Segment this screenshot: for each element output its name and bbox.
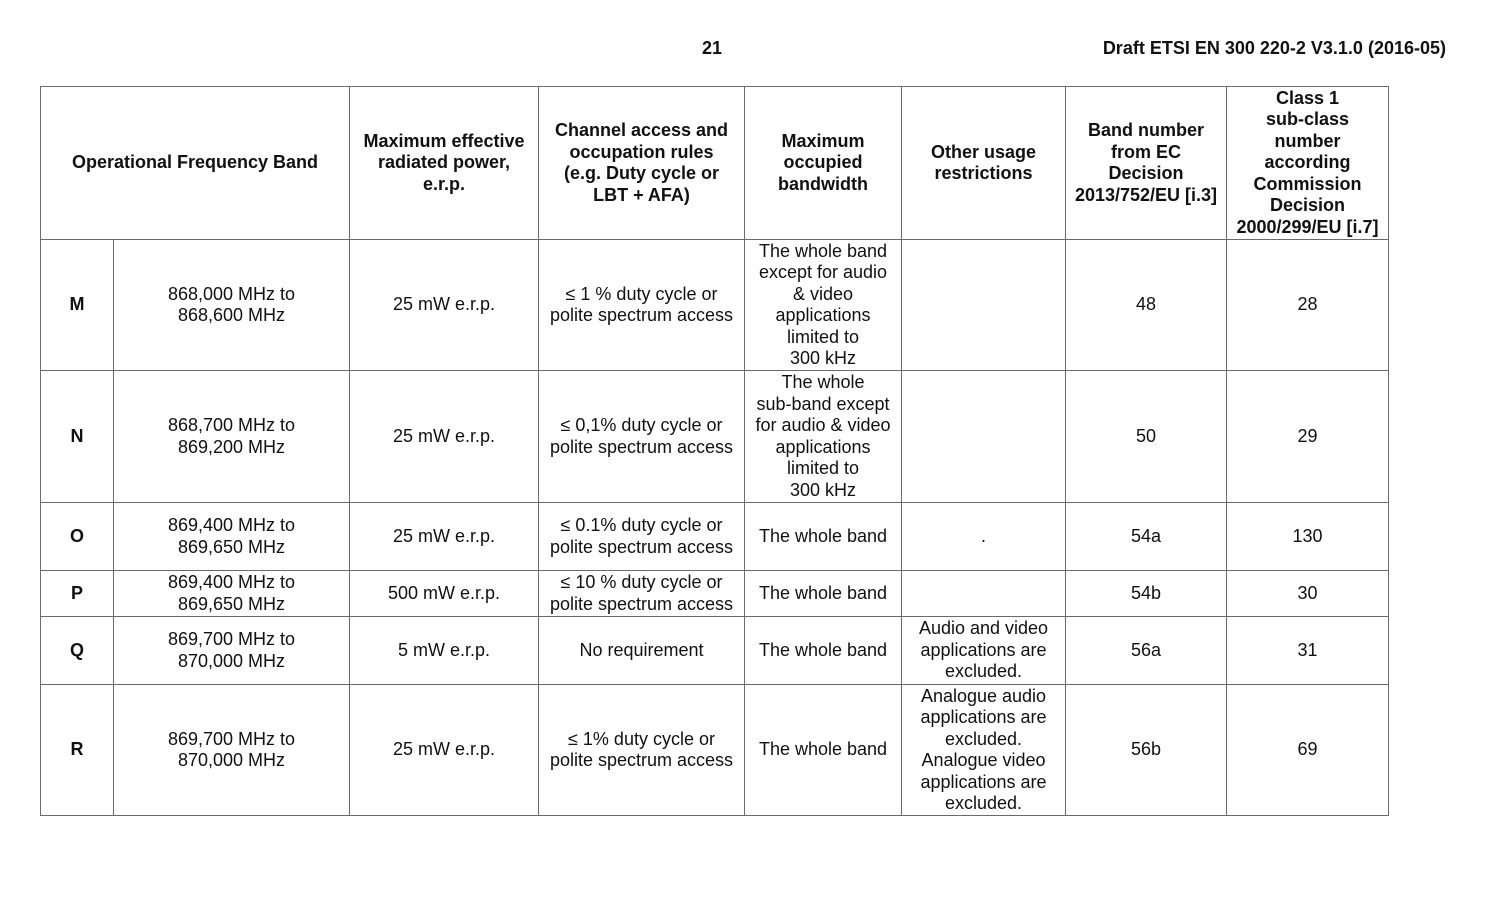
ec-band-number: 56b bbox=[1066, 685, 1227, 816]
header-operational-frequency-band: Operational Frequency Band bbox=[41, 87, 350, 240]
bandwidth-value: The whole band bbox=[745, 571, 902, 617]
page-number: 21 bbox=[701, 38, 723, 58]
header-channel-access: Channel access and occupation rules (e.g. Duty cycle or LBT + AFA) bbox=[539, 87, 745, 240]
bandwidth-value: The whole band bbox=[745, 685, 902, 816]
erp-value: 25 mW e.r.p. bbox=[350, 240, 539, 371]
table-row bbox=[41, 571, 1389, 617]
header-max-erp: Maximum effective radiated power, e.r.p. bbox=[350, 87, 539, 240]
header-max-bandwidth: Maximum occupied bandwidth bbox=[745, 87, 902, 240]
header-row bbox=[41, 87, 1389, 240]
ec-band-number: 50 bbox=[1066, 371, 1227, 503]
bandwidth-value: The whole band bbox=[745, 617, 902, 685]
band-letter: N bbox=[41, 371, 114, 503]
band-letter: R bbox=[41, 685, 114, 816]
bandwidth-value: The whole band bbox=[745, 503, 902, 571]
usage-restriction bbox=[902, 240, 1066, 371]
subclass-number: 30 bbox=[1227, 571, 1389, 617]
usage-restriction: Analogue audio applications are excluded. Analogue video applications are excluded. bbox=[902, 685, 1066, 816]
frequency-range: 868,000 MHz to 868,600 MHz bbox=[114, 240, 350, 371]
band-letter: Q bbox=[41, 617, 114, 685]
access-rule: No requirement bbox=[539, 617, 745, 685]
subclass-number: 29 bbox=[1227, 371, 1389, 503]
band-letter: P bbox=[41, 571, 114, 617]
access-rule: ≤ 1% duty cycle or polite spectrum access bbox=[539, 685, 745, 816]
access-rule: ≤ 1 % duty cycle or polite spectrum access bbox=[539, 240, 745, 371]
erp-value: 5 mW e.r.p. bbox=[350, 617, 539, 685]
subclass-number: 69 bbox=[1227, 685, 1389, 816]
usage-restriction bbox=[902, 571, 1066, 617]
ec-band-number: 48 bbox=[1066, 240, 1227, 371]
erp-value: 25 mW e.r.p. bbox=[350, 503, 539, 571]
erp-value: 25 mW e.r.p. bbox=[350, 685, 539, 816]
frequency-range: 869,700 MHz to 870,000 MHz bbox=[114, 617, 350, 685]
ec-band-number: 56a bbox=[1066, 617, 1227, 685]
table-row bbox=[41, 240, 1389, 371]
frequency-band-table bbox=[40, 86, 1389, 816]
band-letter: O bbox=[41, 503, 114, 571]
frequency-range: 868,700 MHz to 869,200 MHz bbox=[114, 371, 350, 503]
usage-restriction: Audio and video applications are excluded. bbox=[902, 617, 1066, 685]
access-rule: ≤ 0.1% duty cycle or polite spectrum access bbox=[539, 503, 745, 571]
subclass-number: 31 bbox=[1227, 617, 1389, 685]
erp-value: 25 mW e.r.p. bbox=[350, 371, 539, 503]
band-letter: M bbox=[41, 240, 114, 371]
table-row bbox=[41, 503, 1389, 571]
bandwidth-value: The whole band except for audio & video applications limited to 300 kHz bbox=[745, 240, 902, 371]
access-rule: ≤ 10 % duty cycle or polite spectrum access bbox=[539, 571, 745, 617]
bandwidth-value: The whole sub-band except for audio & video applications limited to 300 kHz bbox=[745, 371, 902, 503]
subclass-number: 28 bbox=[1227, 240, 1389, 371]
header-ec-band-number: Band number from EC Decision 2013/752/EU [i.3] bbox=[1066, 87, 1227, 240]
ec-band-number: 54b bbox=[1066, 571, 1227, 617]
frequency-range: 869,700 MHz to 870,000 MHz bbox=[114, 685, 350, 816]
document-reference: Draft ETSI EN 300 220-2 V3.1.0 (2016-05) bbox=[1102, 38, 1446, 58]
table-row bbox=[41, 617, 1389, 685]
usage-restriction: . bbox=[902, 503, 1066, 571]
usage-restriction bbox=[902, 371, 1066, 503]
header-subclass-number: Class 1 sub-class number according Commission Decision 2000/299/EU [i.7] bbox=[1227, 87, 1389, 240]
header-other-restrictions: Other usage restrictions bbox=[902, 87, 1066, 240]
erp-value: 500 mW e.r.p. bbox=[350, 571, 539, 617]
access-rule: ≤ 0,1% duty cycle or polite spectrum access bbox=[539, 371, 745, 503]
ec-band-number: 54a bbox=[1066, 503, 1227, 571]
table-row bbox=[41, 685, 1389, 816]
frequency-range: 869,400 MHz to 869,650 MHz bbox=[114, 571, 350, 617]
table-row bbox=[41, 371, 1389, 503]
subclass-number: 130 bbox=[1227, 503, 1389, 571]
frequency-range: 869,400 MHz to 869,650 MHz bbox=[114, 503, 350, 571]
